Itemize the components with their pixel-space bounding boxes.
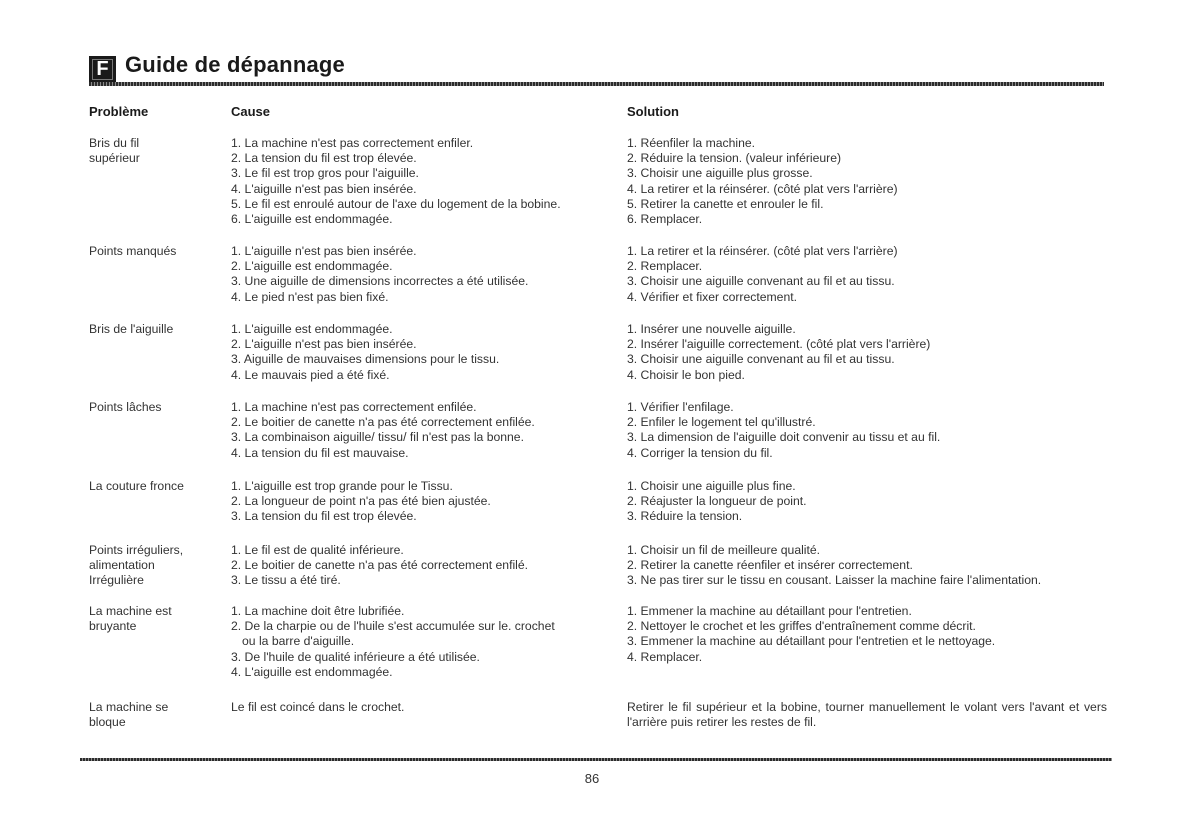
solution-cell [627,604,1107,665]
cause-item: 2. L'aiguille est endommagée. [231,259,393,274]
solution-paragraph: Retirer le fil supérieur et la bobine, tourner manuellement le volant vers l'avant et vers l'arrière puis retirer les restes de fil. [627,700,1107,730]
cause-item: 3. La tension du fil est trop élevée. [231,509,417,524]
column-header-solution: Solution [627,104,679,119]
cause-item: 4. L'aiguille n'est pas bien insérée. [231,181,417,196]
section-badge: F [89,56,116,83]
cause-item: 1. L'aiguille est endommagée. [231,322,393,336]
problem-line: bloque [89,715,126,730]
solution-item: 1. Choisir une aiguille plus fine. [627,479,796,493]
solution-item: 4. Corriger la tension du fil. [627,445,773,460]
solution-item: 1. Vérifier l'enfilage. [627,400,734,414]
solution-item: 4. Vérifier et fixer correctement. [627,289,798,304]
cause-item: 3. Aiguille de mauvaises dimensions pour le tissu. [231,352,500,367]
cause-cell [231,244,611,305]
cause-item: 3. Le tissu a été tiré. [231,573,341,588]
problem-line: La couture fronce [89,479,184,493]
solution-item: 2. Remplacer. [627,259,703,274]
solution-item: 2. Insérer l'aiguille correctement. (côté plat vers l'arrière) [627,337,931,352]
solution-item: 1. Réenfiler la machine. [627,136,756,150]
cause-item: 5. Le fil est enroulé autour de l'axe du logement de la bobine. [231,196,561,211]
problem-cell [89,136,224,166]
solution-cell [627,244,1107,305]
cause-item: 3. La combinaison aiguille/ tissu/ fil n'est pas la bonne. [231,430,524,445]
cause-item: 1. L'aiguille n'est pas bien insérée. [231,244,417,258]
cause-item: 2. Le boitier de canette n'a pas été correctement enfilé. [231,558,529,573]
cause-item: 6. L'aiguille est endommagée. [231,212,393,227]
cause-item: 1. La machine doit être lubrifiée. [231,604,405,618]
solution-item: 3. Emmener la machine au détaillant pour l'entretien et le nettoyage. [627,634,996,649]
page-number: 86 [584,771,600,786]
cause-item: 4. Le mauvais pied a été fixé. [231,367,390,382]
problem-line: alimentation [89,558,155,573]
problem-line: Points lâches [89,400,162,414]
cause-cell [231,479,611,525]
problem-cell [89,700,224,730]
solution-item: 4. Choisir le bon pied. [627,367,745,382]
cause-cell [231,604,556,680]
cause-item: 1. La machine n'est pas correctement enfiler. [231,136,474,150]
problem-line: Bris du fil [89,136,140,150]
solution-item: 1. Emmener la machine au détaillant pour l'entretien. [627,604,912,618]
cause-item: 1. La machine n'est pas correctement enfilée. [231,400,477,414]
solution-item: 5. Retirer la canette et enrouler le fil. [627,196,824,211]
problem-line: Irrégulière [89,573,144,588]
solution-item: 2. Enfiler le logement tel qu'illustré. [627,415,816,430]
solution-item: 2. Retirer la canette réenfiler et insérer correctement. [627,558,913,573]
problem-line: bruyante [89,619,137,634]
cause-cell [231,700,611,715]
solution-item: 3. La dimension de l'aiguille doit convenir au tissu et au fil. [627,430,941,445]
problem-cell [89,604,224,634]
column-header-problem: Problème [89,104,149,119]
problem-line: Points manqués [89,244,177,258]
footer-rule [80,758,1112,761]
solution-cell [627,136,1107,227]
solution-item: 3. Ne pas tirer sur le tissu en cousant. Laisser la machine faire l'alimentation. [627,573,1042,588]
cause-item: 3. Une aiguille de dimensions incorrectes a été utilisée. [231,274,529,289]
cause-cell [231,136,611,227]
column-header-cause: Cause [231,104,271,119]
cause-item: 2. La longueur de point n'a pas été bien ajustée. [231,494,491,509]
cause-cell [231,543,611,589]
solution-item: 3. Choisir une aiguille plus grosse. [627,166,813,181]
cause-item: 4. L'aiguille est endommagée. [231,664,393,679]
section-header [89,52,1104,89]
cause-item: 2. La tension du fil est trop élevée. [231,151,417,166]
solution-cell [627,479,1107,525]
solution-item: 3. Réduire la tension. [627,509,743,524]
cause-item: 3. Le fil est trop gros pour l'aiguille. [231,166,419,181]
solution-item: 1. Choisir un fil de meilleure qualité. [627,543,821,557]
problem-cell [89,479,224,494]
solution-cell [627,700,1107,730]
solution-item: 1. La retirer et la réinsérer. (côté plat vers l'arrière) [627,244,898,258]
solution-item: 3. Choisir une aiguille convenant au fil et au tissu. [627,274,895,289]
solution-item: 3. Choisir une aiguille convenant au fil et au tissu. [627,352,895,367]
cause-item: 4. La tension du fil est mauvaise. [231,445,409,460]
solution-cell [627,322,1107,383]
problem-line: Points irréguliers, [89,543,184,557]
cause-item: 2. Le boitier de canette n'a pas été correctement enfilée. [231,415,535,430]
cause-item: 2. L'aiguille n'est pas bien insérée. [231,337,417,352]
header-rule [89,82,1104,86]
cause-cell [231,322,611,383]
cause-item: 1. L'aiguille est trop grande pour le Tissu. [231,479,453,493]
solution-cell [627,543,1107,589]
solution-item: 6. Remplacer. [627,212,703,227]
cause-item: 1. Le fil est de qualité inférieure. [231,543,404,557]
cause-item: 3. De l'huile de qualité inférieure a été utilisée. [231,649,480,664]
problem-line: La machine se [89,700,169,714]
solution-item: 2. Réduire la tension. (valeur inférieure) [627,151,842,166]
cause-item: 2. De la charpie ou de l'huile s'est accumulée sur le. crochet ou la barre d'aiguille. [231,619,555,649]
problem-line: supérieur [89,151,140,166]
solution-item: 2. Réajuster la longueur de point. [627,494,807,509]
solution-item: 1. Insérer une nouvelle aiguille. [627,322,796,336]
solution-item: 4. Remplacer. [627,649,703,664]
problem-cell [89,322,224,337]
problem-cell [89,400,224,415]
cause-item: Le fil est coincé dans le crochet. [231,700,405,714]
problem-line: La machine est [89,604,172,618]
solution-item: 4. La retirer et la réinsérer. (côté plat vers l'arrière) [627,181,898,196]
solution-item: 2. Nettoyer le crochet et les griffes d'entraînement comme décrit. [627,619,976,634]
page-title: Guide de dépannage [125,52,345,77]
cause-cell [231,400,611,461]
problem-cell [89,244,224,259]
cause-item: 4. Le pied n'est pas bien fixé. [231,289,389,304]
problem-line: Bris de l'aiguille [89,322,174,336]
solution-cell [627,400,1107,461]
problem-cell [89,543,224,589]
